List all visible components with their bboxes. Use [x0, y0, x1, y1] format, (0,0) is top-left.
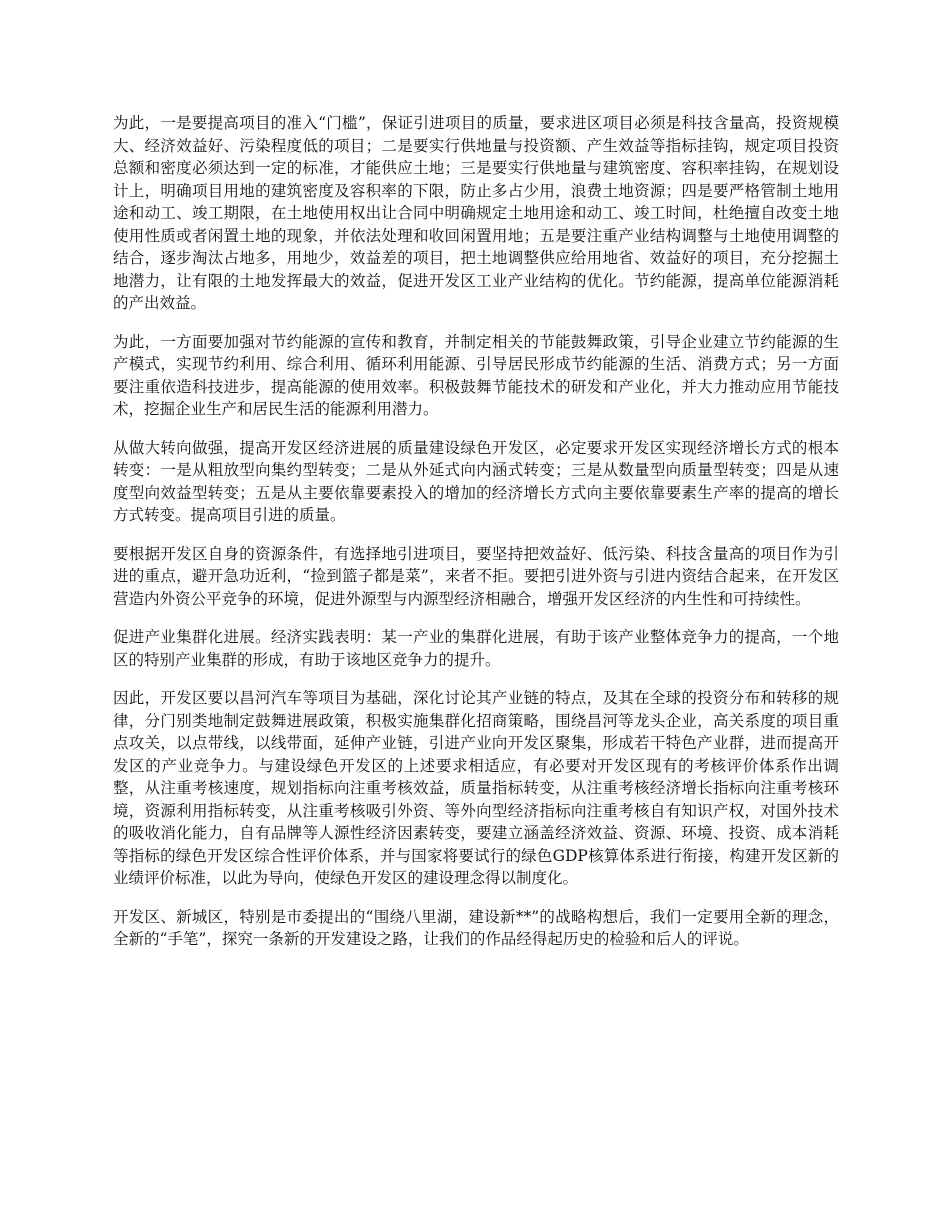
document-body	[113, 112, 839, 967]
paragraph-growth-mode: 从做大转向做强，提高开发区经济进展的质量建设绿色开发区，必定要求开发区实现经济增长方式的根本转变：一是从粗放型向集约型转变；二是从外延式向内涵式转变；三是从数量型向质量型转变；四是从速度型向效益型转变；五是从主要依靠要素投入的增加的经济增长方式向主要依靠要素生产率的提高的增长方式转变。提高项目引进的质量。	[113, 438, 839, 524]
paragraph-energy-saving: 为此，一方面要加强对节约能源的宣传和教育，并制定相关的节能鼓舞政策，引导企业建立节约能源的生产模式，实现节约利用、综合利用、循环利用能源、引导居民形成节约能源的生活、消费方式；另一方面要注重依造科技进步，提高能源的使用效率。积极鼓舞节能技术的研发和产业化，并大力推动应用节能技术，挖掘企业生产和居民生活的能源利用潜力。	[113, 332, 839, 418]
paragraph-project-selection: 要根据开发区自身的资源条件，有选择地引进项目，要坚持把效益好、低污染、科技含量高的项目作为引进的重点，避开急功近利，“捡到篮子都是菜”，来者不拒。要把引进外资与引进内资结合起来，在开发区营造内外资公平竞争的环境，促进外源型与内源型经济相融合，增强开发区经济的内生性和可持续性。	[113, 544, 839, 608]
paragraph-land-policy: 为此，一是要提高项目的准入“门槛”，保证引进项目的质量，要求进区项目必须是科技含量高，投资规模大、经济效益好、污染程度低的项目；二是要实行供地量与投资额、产生效益等指标挂钩，规定项目投资总额和密度必须达到一定的标准，才能供应土地；三是要实行供地量与建筑密度、容积率挂钩，在规划设计上，明确项目用地的建筑密度及容积率的下限，防止多占少用，浪费土地资源；四是要严格管制土地用途和动工、竣工期限，在土地使用权出让合同中明确规定土地用途和动工、竣工时间，杜绝擅自改变土地使用性质或者闲置土地的现象，并依法处理和收回闲置用地；五是要注重产业结构调整与土地使用调整的结合，逐步淘汰占地多，用地少，效益差的项目，把土地调整供应给用地省、效益好的项目，充分挖掘土地潜力，让有限的土地发挥最大的效益，促进开发区工业产业结构的优化。节约能源，提高单位能源消耗的产出效益。	[113, 114, 839, 312]
paragraph-conclusion: 开发区、新城区，特别是市委提出的“围绕八里湖，建设新**”的战略构想后，我们一定要用全新的理念，全新的“手笔”，探究一条新的开发建设之路，让我们的作品经得起历史的检验和后人的评说。	[113, 907, 839, 948]
paragraph-evaluation-system: 因此，开发区要以昌河汽车等项目为基础，深化讨论其产业链的特点，及其在全球的投资分布和转移的规律，分门别类地制定鼓舞进展政策，积极实施集群化招商策略，围绕昌河等龙头企业，高关系度的项目重点攻关，以点带线，以线带面，延伸产业链，引进产业向开发区聚集，形成若干特色产业群，进而提高开发区的产业竞争力。与建设绿色开发区的上述要求相适应，有必要对开发区现有的考核评价体系作出调整，从注重考核速度，规划指标向注重考核效益，质量指标转变，从注重考核经济增长指标向注重考核环境，资源利用指标转变，从注重考核吸引外资、等外向型经济指标向注重考核自有知识产权，对国外技术的吸收消化能力，自有品牌等人源性经济因素转变，要建立涵盖经济效益、资源、环境、投资、成本消耗等指标的绿色开发区综合性评价体系，并与国家将要试行的绿色GDP核算体系进行衔接，构建开发区新的业绩评价标准，以此为导向，使绿色开发区的建设理念得以制度化。	[113, 689, 839, 887]
paragraph-industry-cluster: 促进产业集群化进展。经济实践表明：某一产业的集群化进展，有助于该产业整体竞争力的提高，一个地区的特别产业集群的形成，有助于该地区竞争力的提升。	[113, 628, 839, 669]
